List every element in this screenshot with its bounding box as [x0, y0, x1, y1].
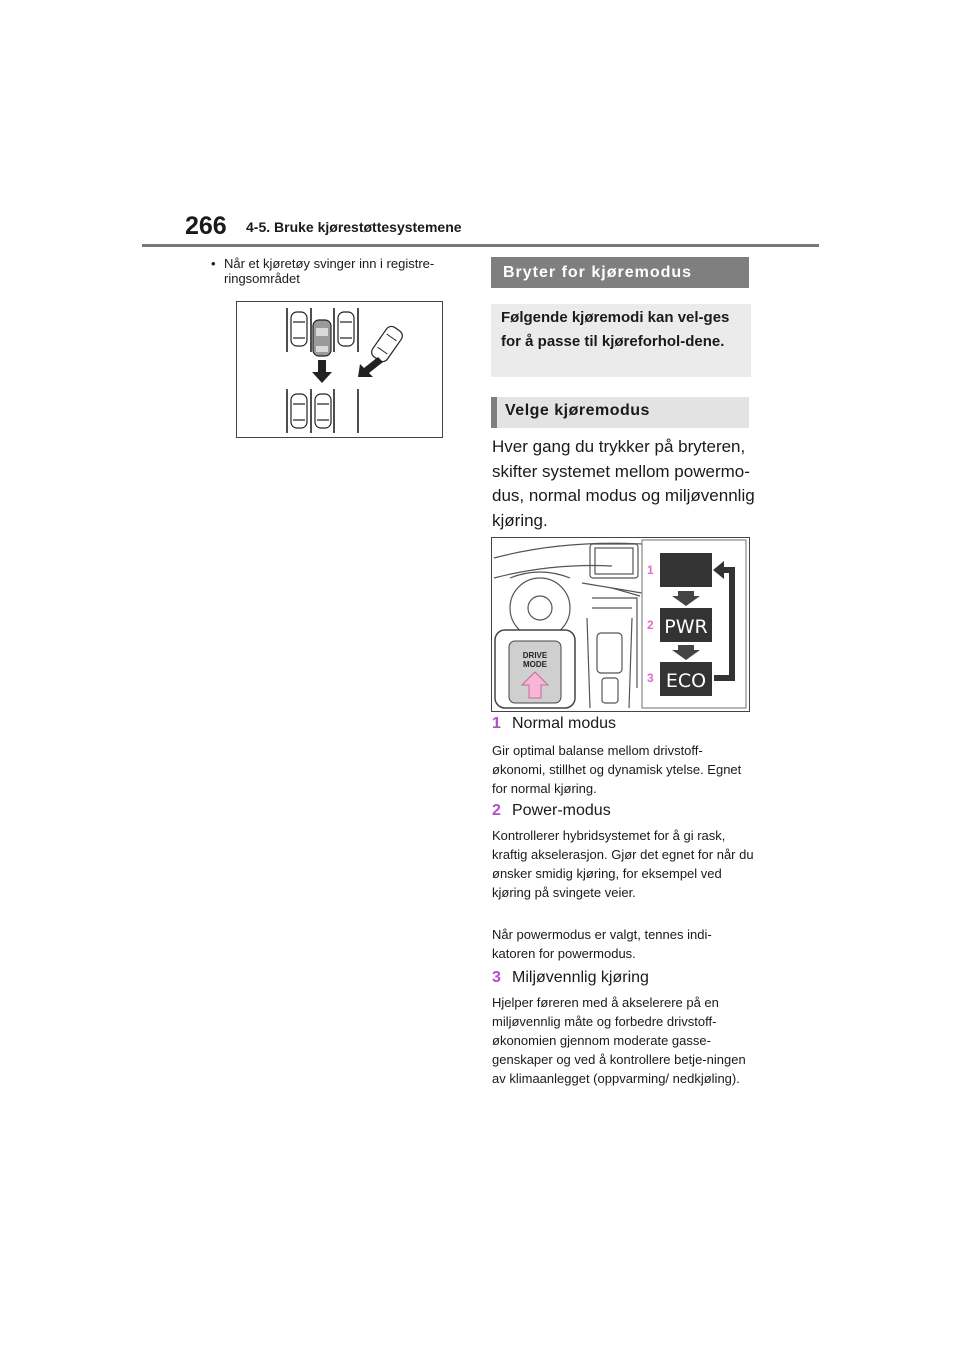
- drive-mode-diagram: [492, 538, 749, 711]
- mode-selector-panel: [642, 540, 746, 708]
- item-title-text: Miljøvennlig kjøring: [512, 969, 649, 986]
- button-label-drive: DRIVE: [522, 651, 548, 660]
- item-number: 2: [492, 802, 501, 819]
- normal-mode-indicator: [660, 553, 712, 587]
- body-paragraph: Hver gang du trykker på bryteren, skifter systemet mellom powermo-dus, normal modus og miljøvennlig kjøring.: [492, 437, 755, 530]
- callout-3: 3: [647, 671, 654, 685]
- item-title: [492, 802, 611, 820]
- eco-label: ECO: [665, 670, 707, 692]
- subsection-title: Velge kjøremodus: [491, 397, 749, 428]
- approaching-car-icon: [369, 324, 404, 364]
- drive-mode-illustration: [491, 537, 750, 712]
- item-description: Kontrollerer hybridsystemet for å gi rask, kraftig akselerasjon. Gjør det egnet for når du ønsker smidig kjøring, for eksempel ved kjøring på svingete veier.: [492, 828, 754, 900]
- bullet-item: [211, 256, 461, 286]
- item-description: Hjelper føreren med å akselerere på en miljøvennlig måte og forbedre drivstoff-økonomien gjennom moderate gasse-genskaper og ved å kontrollere betje-ningen av klimaanlegget (oppvarming/ nedkjøling).: [492, 995, 746, 1086]
- item-number: 1: [492, 715, 501, 732]
- section-title: Bryter for kjøremodus: [491, 257, 749, 288]
- down-arrow-icon: [312, 360, 332, 383]
- own-car-icon: [313, 320, 331, 356]
- item-description: Når powermodus er valgt, tennes indi-katoren for powermodus.: [492, 927, 712, 961]
- item-number: 3: [492, 969, 501, 986]
- chapter-title: 4-5. Bruke kjørestøttesystemene: [246, 219, 462, 235]
- button-label-mode: MODE: [523, 660, 547, 669]
- diagonal-arrow-icon: [358, 357, 383, 377]
- item-title-text: Normal modus: [512, 715, 617, 732]
- intro-box: Følgende kjøremodi kan vel-ges for å passe til kjøreforhol-dene.: [491, 304, 751, 377]
- parking-illustration: [236, 301, 443, 438]
- parking-diagram: [237, 302, 442, 437]
- pwr-label: PWR: [664, 616, 708, 638]
- item-title-text: Power-modus: [512, 802, 611, 819]
- item-title: [492, 969, 649, 987]
- item-description: Gir optimal balanse mellom drivstoff-økonomi, stillhet og dynamisk ytelse. Egnet for normal kjøring.: [492, 743, 742, 796]
- drive-mode-button-inset: [495, 630, 575, 708]
- callout-2: 2: [647, 618, 654, 632]
- bullet-text: Når et kjøretøy svinger inn i registre-ringsområdet: [224, 256, 435, 286]
- callout-1: 1: [647, 563, 654, 577]
- header-divider: [142, 244, 819, 247]
- page-number: 266: [185, 212, 227, 240]
- item-title: [492, 715, 616, 733]
- bullet-marker: •: [211, 256, 216, 271]
